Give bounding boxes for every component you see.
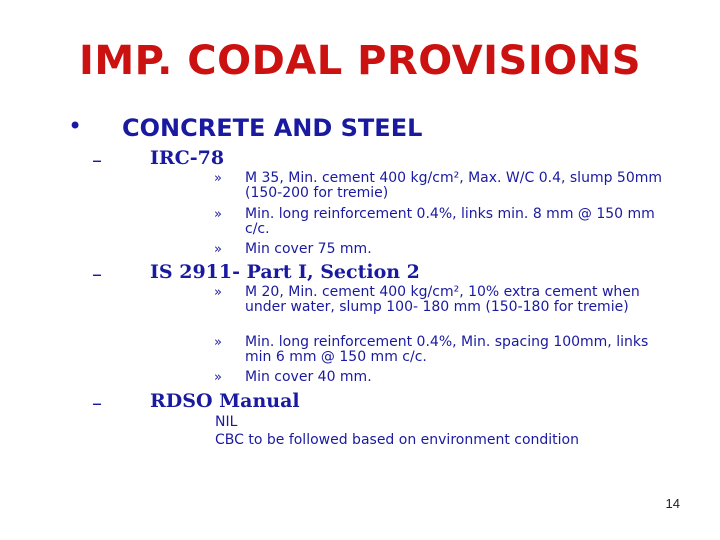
rdso-line-2: CBC to be followed based on environment condition xyxy=(215,432,579,448)
is2911-item-3: Min cover 40 mm. xyxy=(245,369,372,385)
topic-heading: CONCRETE AND STEEL xyxy=(122,114,423,142)
section-heading-rdso: RDSO Manual xyxy=(150,390,300,412)
sub-marker: » xyxy=(214,171,222,186)
sub-marker: » xyxy=(214,370,222,385)
bullet-marker: • xyxy=(68,112,83,140)
slide-title: IMP. CODAL PROVISIONS xyxy=(78,38,642,84)
is2911-item-2: Min. long reinforcement 0.4%, Min. spacing 100mm, links min 6 mm @ 150 mm c/c. xyxy=(245,334,649,365)
dash-marker: – xyxy=(92,391,102,415)
sub-marker: » xyxy=(214,285,222,300)
sub-marker: » xyxy=(214,207,222,222)
section-heading-irc78: IRC-78 xyxy=(150,147,225,169)
page-number: 14 xyxy=(665,496,680,511)
sub-marker: » xyxy=(214,335,222,350)
section-heading-is2911: IS 2911- Part I, Section 2 xyxy=(150,261,420,283)
irc78-item-3: Min cover 75 mm. xyxy=(245,241,372,257)
sub-marker: » xyxy=(214,242,222,257)
irc78-item-1: M 35, Min. cement 400 kg/cm², Max. W/C 0.4, slump 50mm (150-200 for tremie) xyxy=(245,170,663,201)
dash-marker: – xyxy=(92,262,102,286)
rdso-line-1: NIL xyxy=(215,414,238,430)
irc78-item-2: Min. long reinforcement 0.4%, links min. 8 mm @ 150 mm c/c. xyxy=(245,206,655,237)
is2911-item-1: M 20, Min. cement 400 kg/cm², 10% extra cement when under water, slump 100- 180 mm (150-180 for tremie) xyxy=(245,284,640,315)
dash-marker: – xyxy=(92,148,102,172)
